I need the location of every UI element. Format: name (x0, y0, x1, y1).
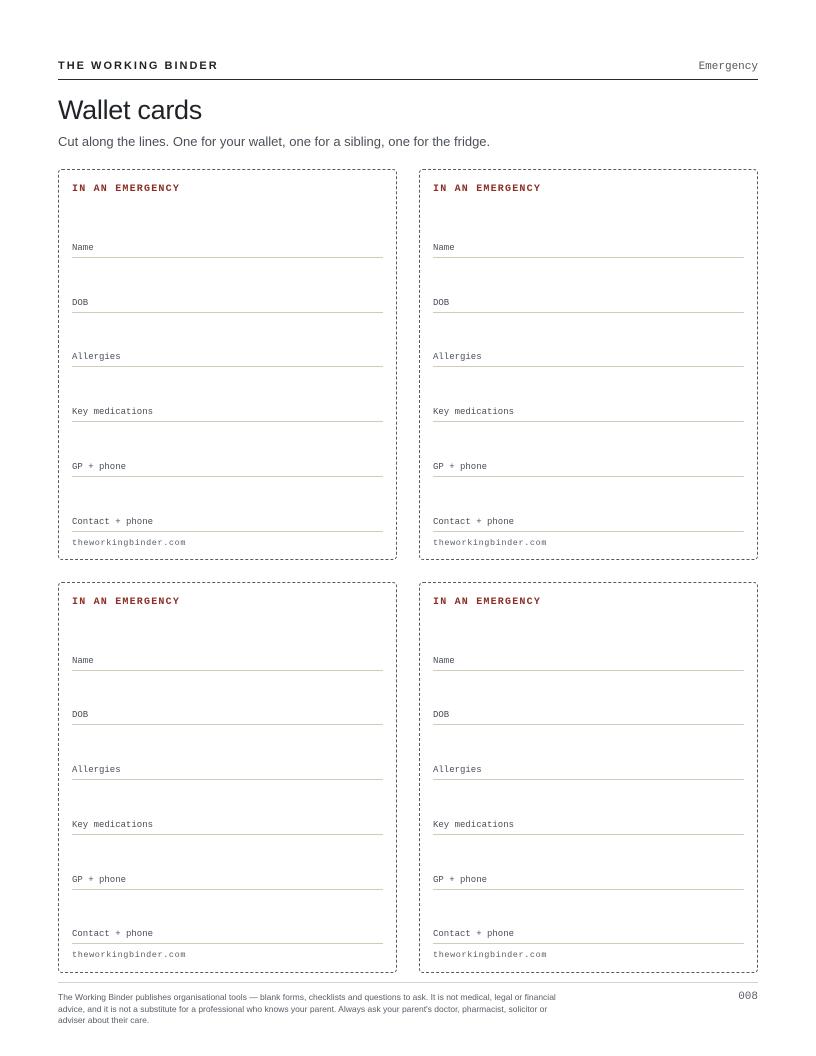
page-subtitle: Cut along the lines. One for your wallet, one for a sibling, one for the fridge. (58, 134, 491, 149)
field-label: GP + phone (72, 875, 127, 885)
card-url: theworkingbinder.com (433, 538, 548, 548)
field-label: DOB (433, 710, 450, 720)
field-gp-phone[interactable] (72, 874, 383, 890)
disclaimer-text: The Working Binder publishes organisational tools — blank forms, checklists and questions to ask. It is not medical, legal or financial advice, and it is not a substitute for a professional who knows your parent. Always ask your parent's doctor, pharmacist, solicitor or adviser about their care. (58, 992, 556, 1025)
page-footer (58, 982, 758, 1025)
card-title: IN AN EMERGENCY (72, 184, 181, 195)
field-name[interactable] (72, 655, 383, 671)
field-label: Contact + phone (433, 929, 515, 939)
page-number: 008 (738, 991, 758, 1003)
field-label: GP + phone (72, 462, 127, 472)
field-label: GP + phone (433, 462, 488, 472)
field-label: Contact + phone (433, 517, 515, 527)
field-label: Name (433, 243, 455, 253)
field-label: Contact + phone (72, 517, 154, 527)
field-allergies[interactable] (72, 764, 383, 780)
field-label: Name (72, 243, 94, 253)
field-label: Contact + phone (72, 929, 154, 939)
field-label: Key medications (433, 407, 515, 417)
field-key-medications[interactable] (433, 819, 744, 835)
field-label: Key medications (72, 820, 154, 830)
page-title: Wallet cards (58, 95, 202, 125)
field-allergies[interactable] (72, 351, 383, 367)
field-gp-phone[interactable] (433, 874, 744, 890)
field-label: Key medications (72, 407, 154, 417)
field-contact-phone[interactable] (72, 516, 383, 532)
field-name[interactable] (433, 655, 744, 671)
page-header (58, 58, 758, 80)
field-dob[interactable] (72, 297, 383, 313)
field-label: Allergies (72, 765, 121, 775)
field-label: Name (433, 656, 455, 666)
field-key-medications[interactable] (72, 819, 383, 835)
field-key-medications[interactable] (72, 406, 383, 422)
field-name[interactable] (72, 242, 383, 258)
field-dob[interactable] (433, 297, 744, 313)
wallet-card (58, 582, 397, 973)
field-label: Allergies (433, 352, 482, 362)
wallet-card (419, 169, 758, 560)
field-label: Allergies (72, 352, 121, 362)
field-label: DOB (72, 710, 89, 720)
field-label: Name (72, 656, 94, 666)
card-title: IN AN EMERGENCY (433, 184, 542, 195)
field-contact-phone[interactable] (433, 928, 744, 944)
field-contact-phone[interactable] (433, 516, 744, 532)
field-gp-phone[interactable] (433, 461, 744, 477)
field-key-medications[interactable] (433, 406, 744, 422)
brand-name: THE WORKING BINDER (58, 60, 219, 72)
field-name[interactable] (433, 242, 744, 258)
card-title: IN AN EMERGENCY (433, 597, 542, 608)
wallet-card (419, 582, 758, 973)
card-title: IN AN EMERGENCY (72, 597, 181, 608)
field-label: GP + phone (433, 875, 488, 885)
card-url: theworkingbinder.com (433, 950, 548, 960)
field-label: Allergies (433, 765, 482, 775)
field-label: Key medications (433, 820, 515, 830)
field-label: DOB (72, 298, 89, 308)
field-dob[interactable] (72, 709, 383, 725)
card-url: theworkingbinder.com (72, 538, 187, 548)
field-dob[interactable] (433, 709, 744, 725)
field-allergies[interactable] (433, 351, 744, 367)
field-gp-phone[interactable] (72, 461, 383, 477)
wallet-card (58, 169, 397, 560)
field-contact-phone[interactable] (72, 928, 383, 944)
field-label: DOB (433, 298, 450, 308)
field-allergies[interactable] (433, 764, 744, 780)
section-label: Emergency (698, 61, 758, 73)
card-url: theworkingbinder.com (72, 950, 187, 960)
